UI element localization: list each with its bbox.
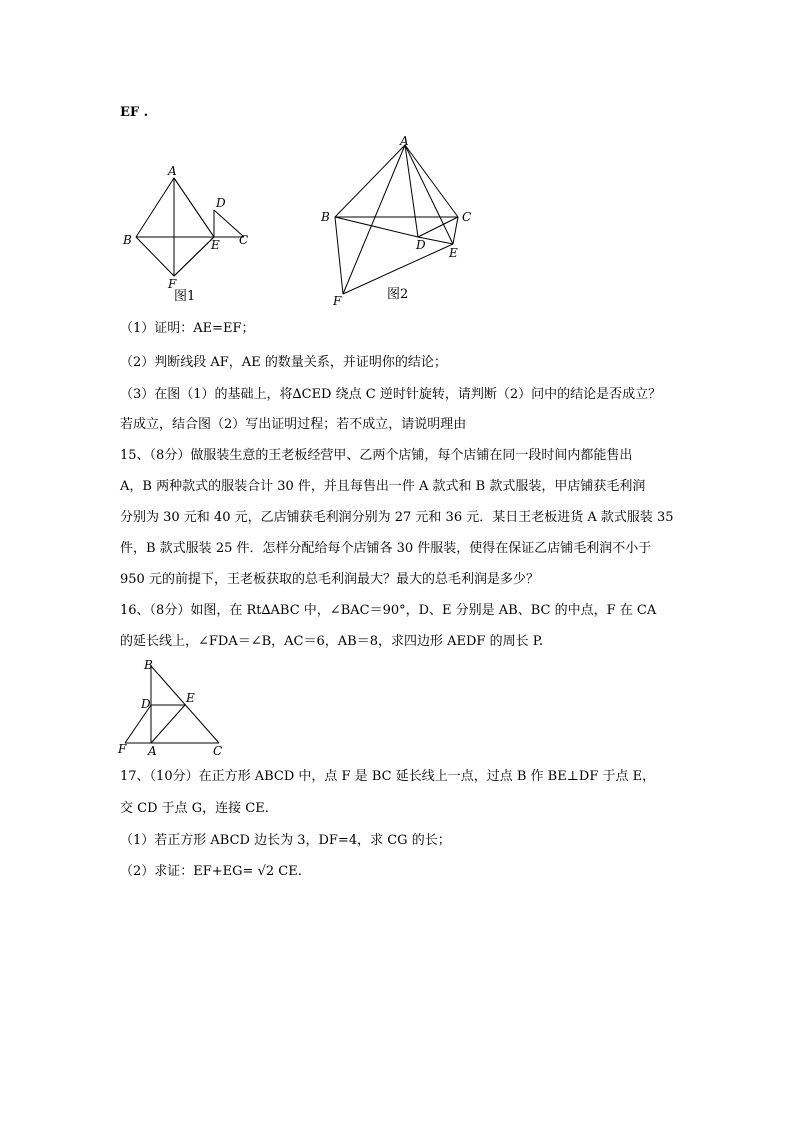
figure-3 — [115, 658, 235, 758]
top-text: EF . — [120, 105, 149, 120]
q17-part-2: （2）求证：EF+EG= √2 CE. — [120, 864, 302, 879]
fig2-caption: 图2 — [387, 287, 409, 302]
q17-line-2: 交 CD 于点 G，连接 CE. — [120, 801, 269, 816]
fig2-label-d: D — [416, 238, 426, 252]
fig2-label-c: C — [462, 210, 472, 224]
fig1-square — [136, 178, 214, 276]
q16-line-2: 的延长线上，∠FDA＝∠B，AC＝6，AB＝8，求四边形 AEDF 的周长 P. — [120, 634, 543, 649]
figure-2 — [315, 135, 485, 310]
fig2-label-f: F — [333, 294, 342, 308]
fig2-line-af — [343, 145, 405, 294]
q16-line-1: 16、（8分）如图，在 Rt∆ABC 中，∠BAC＝90°，D、E 分别是 AB、BC 的中点，F 在 CA — [120, 603, 657, 618]
q15-line-5: 950 元的前提下，王老板获取的总毛利润最大？最大的总毛利润是多少？ — [120, 572, 539, 587]
fig1-label-c: C — [239, 233, 249, 247]
fig2-label-e: E — [449, 246, 458, 260]
fig2-line-ac — [405, 145, 458, 217]
fig1-label-e: E — [211, 238, 220, 252]
q15-line-3: 分别为 30 元和 40 元，乙店铺获毛利润分别为 27 元和 36 元．某日王老板进货 A 款式服装 35 — [120, 510, 674, 525]
figure-1 — [110, 160, 270, 310]
q15-line-2: A，B 两种款式的服装合计 30 件，并且每售出一件 A 款式和 B 款式服装，甲店铺获毛利润 — [120, 479, 646, 494]
fig3-label-c: C — [213, 744, 223, 758]
fig3-label-e: E — [186, 691, 195, 705]
fig1-label-f: F — [168, 277, 177, 291]
fig1-line-ef — [174, 237, 214, 276]
q17-line-1: 17、（10分）在正方形 ABCD 中，点 F 是 BC 延长线上一点，过点 B 作 BE⊥DF 于点 E， — [120, 769, 656, 784]
q15-line-4: 件，B 款式服装 25 件．怎样分配给每个店铺各 30 件服装，使得在保证乙店铺毛利润不小于 — [120, 541, 652, 556]
fig2-line-bf — [335, 217, 343, 294]
fig3-label-b: B — [144, 658, 153, 672]
fig3-label-a: A — [148, 744, 157, 758]
fig3-line-ea — [151, 705, 185, 743]
fig1-caption: 图1 — [174, 289, 196, 304]
q14-part-1: （1）证明：AE=EF； — [120, 321, 255, 336]
q14-part-2: （2）判断线段 AF，AE 的数量关系，并证明你的结论； — [120, 355, 447, 370]
fig2-line-ce — [453, 217, 458, 244]
fig1-line-ae — [174, 178, 214, 237]
fig1-label-a: A — [168, 164, 177, 178]
fig2-line-bd — [335, 217, 418, 237]
fig1-label-b: B — [123, 233, 132, 247]
q17-part-1: （1）若正方形 ABCD 边长为 3，DF=4，求 CG 的长； — [120, 833, 451, 848]
q14-part-3-cont: 若成立，结合图（2）写出证明过程；若不成立，请说明理由 — [120, 417, 467, 432]
fig2-line-cd — [418, 217, 458, 237]
fig2-label-a: A — [400, 134, 409, 148]
fig3-label-d: D — [141, 697, 151, 711]
q14-part-3: （3）在图（1）的基础上，将∆CED 绕点 C 逆时针旋转，请判断（2）问中的结论是否成立？ — [120, 387, 662, 402]
fig2-label-b: B — [321, 210, 330, 224]
fig1-label-d: D — [216, 196, 226, 210]
q15-line-1: 15、（8分）做服装生意的王老板经营甲、乙两个店铺，每个店铺在同一段时间内都能售出 — [120, 448, 633, 463]
fig3-label-f: F — [118, 742, 127, 756]
fig2-line-ab — [335, 145, 405, 217]
